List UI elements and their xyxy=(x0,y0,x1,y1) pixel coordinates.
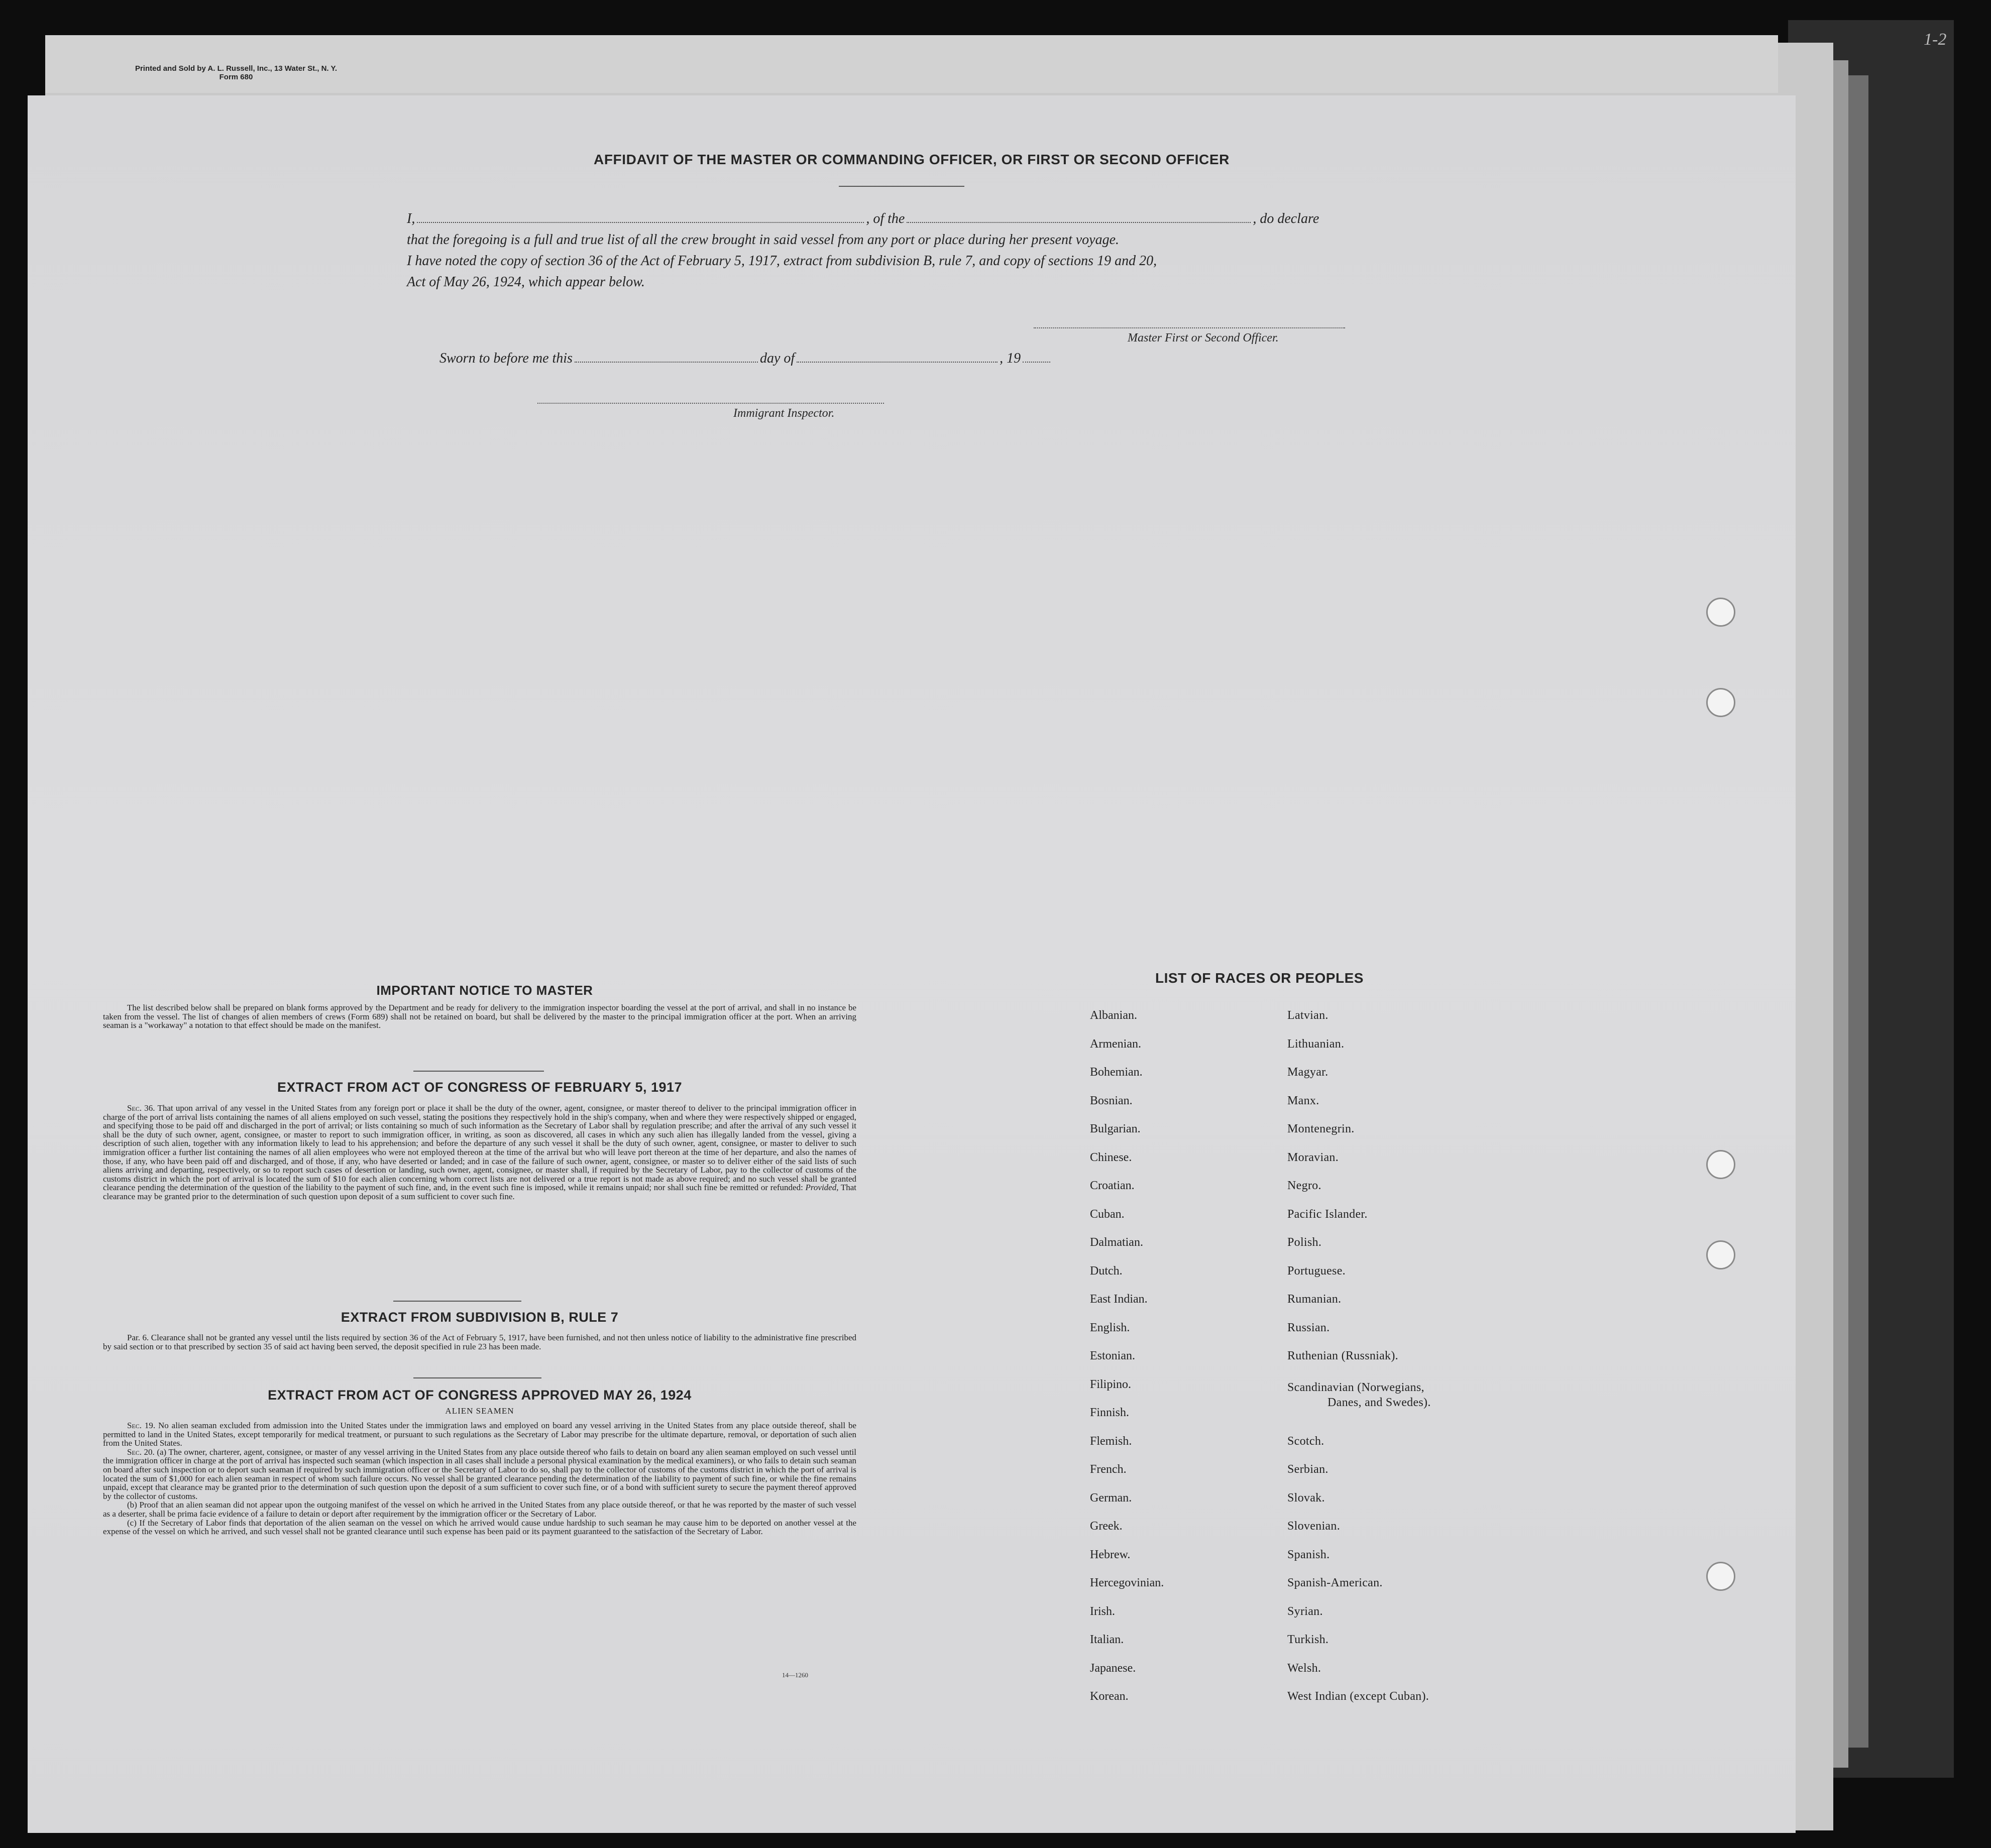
notice-body: The list described below shall be prepared on blank forms approved by the Department and be ready for delivery to the immigration inspector boarding the vessel at the port of arrival, and shall in no instance be taken from the vessel. The list of changes of alien members of crews (Form 689) shall not be retained on board, but shall be delivered by the master to the principal immigration officer at the port. When an arriving seaman is a "workaway" a notation to that effect should be made on the manifest. xyxy=(103,1003,856,1030)
affidavit-line-1: I, , of the , do declare xyxy=(407,211,1319,226)
inspector-label: Immigrant Inspector. xyxy=(733,407,835,420)
race-item: Hebrew. xyxy=(1090,1548,1131,1561)
race-item: Bohemian. xyxy=(1090,1066,1143,1079)
race-item: Turkish. xyxy=(1287,1633,1329,1646)
race-item: Ruthenian (Russniak). xyxy=(1287,1349,1398,1362)
races-title: LIST OF RACES OR PEOPLES xyxy=(1155,970,1364,986)
race-item: Rumanian. xyxy=(1287,1293,1342,1306)
race-item: Irish. xyxy=(1090,1604,1115,1618)
race-item: Moravian. xyxy=(1287,1150,1339,1164)
extract-1924-title: EXTRACT FROM ACT OF CONGRESS APPROVED MAY 26, 1924 xyxy=(268,1388,692,1403)
race-item: Italian. xyxy=(1090,1633,1124,1646)
race-item: Croatian. xyxy=(1090,1179,1135,1192)
affidavit-line-3: I have noted the copy of section 36 of the Act of February 5, 1917, extract from subdivision B, rule 7, and copy of sections 19 and 20, xyxy=(407,253,1157,269)
extract-rule7-title: EXTRACT FROM SUBDIVISION B, RULE 7 xyxy=(341,1310,619,1325)
race-item: Montenegrin. xyxy=(1287,1122,1355,1135)
vessel-blank[interactable] xyxy=(907,222,1251,223)
divider xyxy=(393,1301,521,1302)
section-20a: Sec. 20. (a) The owner, charterer, agent, consignee, or master of any vessel arriving in the United States from any place outside thereof who fails to detain on board any alien seaman employed on such vessel until the immigration officer in charge at the port of arrival has inspected such seaman (which inspection in all cases shall include a personal physical examination by the medical examiners), or who fails to detain such seaman on board after such inspection or to deport such seaman if required by such immigration officer or the Secretary of Labor to do so, shall pay to the collector of customs of the customs district in which the port of arrival is located the sum of $1,000 for each alien seaman in respect of whom such failure occurs. No vessel shall be granted clearance pending the determination of the liability to payment of such fine, or while the fine remains unpaid, except that clearance may be granted prior to the determination of such question upon the deposit of a sum sufficient to cover such fine, or of a bond with sufficient surety to secure the payment thereof approved by the collector of customs. xyxy=(103,1447,857,1501)
race-item: West Indian (except Cuban). xyxy=(1287,1690,1429,1703)
race-item: Welsh. xyxy=(1287,1661,1321,1675)
race-item: Hercegovinian. xyxy=(1090,1576,1164,1589)
race-item: Spanish. xyxy=(1287,1548,1330,1561)
printer-line: Printed and Sold by A. L. Russell, Inc., 13 Water St., N. Y. xyxy=(135,64,338,73)
race-item: Korean. xyxy=(1090,1690,1129,1703)
race-item: Serbian. xyxy=(1287,1463,1329,1476)
race-item: German. xyxy=(1090,1491,1132,1505)
punch-hole xyxy=(1706,1150,1735,1179)
punch-hole xyxy=(1706,1240,1735,1269)
month-blank[interactable] xyxy=(797,362,998,363)
race-item: Chinese. xyxy=(1090,1150,1132,1164)
divider xyxy=(413,1071,544,1072)
race-item: Armenian. xyxy=(1090,1037,1141,1051)
extract-1917-title: EXTRACT FROM ACT OF CONGRESS OF FEBRUARY 5, 1917 xyxy=(277,1080,683,1095)
affidavit-line-2: that the foregoing is a full and true list of all the crew brought in said vessel from any port or place during her present voyage. xyxy=(407,232,1120,248)
section-20c: (c) If the Secretary of Labor finds that deportation of the alien seaman on the vessel on which he arrived would cause undue hardship to such seaman he may cause him to be deported on another vessel at the expense of the vessel on which he arrived, and such vessel shall not be granted clearance until such expense has been paid or its payment guaranteed to the satisfaction of the Secretary of Labor. xyxy=(103,1518,856,1537)
day-blank[interactable] xyxy=(575,362,758,363)
extract-1924-body xyxy=(103,1421,856,1536)
affidavit-line-4: Act of May 26, 1924, which appear below. xyxy=(407,274,645,290)
year-blank[interactable] xyxy=(1023,362,1050,363)
race-item: Bulgarian. xyxy=(1090,1122,1141,1135)
punch-hole xyxy=(1706,1562,1735,1591)
section-19: Sec. 19. No alien seaman excluded from admission into the United States under the immigration laws and employed on board any vessel arriving in the United States from any place outside thereof, shall be permitted to land in the United States, except temporarily for medical treatment, or pursuant to such regulations as the Secretary of Labor may prescribe for the ultimate departure, removal, or deportation of such alien from the United States. xyxy=(103,1421,856,1448)
extract-1924-subtitle: ALIEN SEAMEN xyxy=(445,1406,514,1416)
form-number: 14—1260 xyxy=(782,1671,808,1679)
race-item: Scandinavian (Norwegians, xyxy=(1287,1381,1424,1394)
race-item: Bosnian. xyxy=(1090,1094,1133,1107)
race-item: Dutch. xyxy=(1090,1264,1123,1278)
name-blank[interactable] xyxy=(417,222,864,223)
printer-imprint xyxy=(75,64,397,81)
section-20b: (b) Proof that an alien seaman did not appear upon the outgoing manifest of the vessel on which he arrived in the United States from any place outside thereof, or that he was reported by the master of such vessel as a deserter, shall be prima facie evidence of a failure to detain or deport after requirement by the immigration officer or the Secretary of Labor. xyxy=(103,1500,856,1519)
affidavit-title: AFFIDAVIT OF THE MASTER OR COMMANDING OFFICER, OR FIRST OR SECOND OFFICER xyxy=(594,152,1230,167)
race-item: Estonian. xyxy=(1090,1349,1135,1362)
race-item: Polish. xyxy=(1287,1236,1322,1249)
extract-rule7-body: Par. 6. Clearance shall not be granted any vessel until the lists required by section 36 of the Act of February 5, 1917, have been furnished, and not then unless notice of liability to the administrative fine prescribed by said section or to that prescribed by section 35 of said act having been served, the deposit specified in rule 23 has been made. xyxy=(103,1333,856,1351)
race-item: Syrian. xyxy=(1287,1604,1323,1618)
divider xyxy=(839,186,964,187)
race-item: Magyar. xyxy=(1287,1066,1329,1079)
manifest-page xyxy=(28,95,1796,1833)
race-item: Latvian. xyxy=(1287,1009,1329,1022)
race-item: Pacific Islander. xyxy=(1287,1207,1368,1221)
master-signature-label: Master First or Second Officer. xyxy=(1128,331,1279,344)
race-item-continued: Danes, and Swedes). xyxy=(1328,1396,1431,1409)
race-item: French. xyxy=(1090,1463,1127,1476)
punch-hole xyxy=(1706,598,1735,627)
race-item: Spanish-American. xyxy=(1287,1576,1383,1589)
extract-1917-body: Sec. 36. That upon arrival of any vessel in the United States from any foreign port or place it shall be the duty of the owner, agent, consignee, or master thereof to deliver to the principal immigration officer in charge of the port of arrival lists containing the names of all aliens employed on such vessel, stating the positions they respectively hold in the ship's company, when and where they were respectively shipped or engaged, and specifying those to be paid off and discharged in the port of arrival; or lists containing so much of such information as the Secretary of Labor shall by regulation prescribe; and after the arrival of any such vessel it shall be the duty of such owner, agent, consignee, or master to report to such immigration officer, in writing, as soon as discovered, all cases in which any such alien has illegally landed from the vessel, giving a description of such alien, together with any information likely to lead to his apprehension; and before the departure of any such vessel it shall be the duty of such owner, agent, consignee, or master to deliver to such immigration officer a further list containing the names of all alien employees who were not employed thereon at the time of the arrival but who will leave port thereon at the time of her departure, and also the names of those, if any, who have been paid off and discharged, and of those, if any, who have deserted or landed; and in case of the failure of such owner, agent, consignee, or master so to deliver either of the said lists of such aliens arriving and departing, respectively, or so to report such cases of desertion or landing, such owner, agent, consignee, or master shall, if required by the Secretary of Labor, pay to the collector of customs of the customs district in which the port of arrival is located the sum of $10 for each alien concerning whom correct lists are not delivered or a true report is not made as above required; and no such vessel shall be granted clearance pending the determination of the question of the liability to the payment of such fine, and, in the event such fine is imposed, while it remains unpaid; nor shall such fine be remitted or refunded: Provided, That clearance may be granted prior to the determination of such question upon deposit of a sum sufficient to cover such fine. xyxy=(103,1103,857,1201)
race-item: Russian. xyxy=(1287,1321,1330,1334)
race-item: Finnish. xyxy=(1090,1406,1130,1419)
divider xyxy=(413,1377,541,1378)
race-item: Lithuanian. xyxy=(1287,1037,1345,1051)
race-item: Cuban. xyxy=(1090,1207,1125,1221)
race-item: Slovenian. xyxy=(1287,1520,1340,1533)
sworn-line: Sworn to before me this day of , 19 xyxy=(439,351,1052,367)
punch-hole xyxy=(1706,688,1735,717)
race-item: Portuguese. xyxy=(1287,1264,1346,1278)
race-item: Japanese. xyxy=(1090,1661,1136,1675)
race-item: Manx. xyxy=(1287,1094,1319,1107)
race-item: Negro. xyxy=(1287,1179,1321,1192)
race-item: Greek. xyxy=(1090,1520,1123,1533)
race-item: East Indian. xyxy=(1090,1293,1148,1306)
notice-title: IMPORTANT NOTICE TO MASTER xyxy=(376,983,593,998)
master-signature-line[interactable] xyxy=(1034,327,1345,328)
race-item: Dalmatian. xyxy=(1090,1236,1143,1249)
inspector-signature-line[interactable] xyxy=(537,403,884,404)
race-item: Albanian. xyxy=(1090,1009,1137,1022)
race-item: English. xyxy=(1090,1321,1130,1334)
form-label: Form 680 xyxy=(219,73,253,81)
handwritten-note: 1-2 xyxy=(1924,30,1947,49)
race-item: Flemish. xyxy=(1090,1434,1132,1448)
race-item: Slovak. xyxy=(1287,1491,1325,1505)
race-item: Filipino. xyxy=(1090,1377,1132,1391)
race-item: Scotch. xyxy=(1287,1434,1324,1448)
